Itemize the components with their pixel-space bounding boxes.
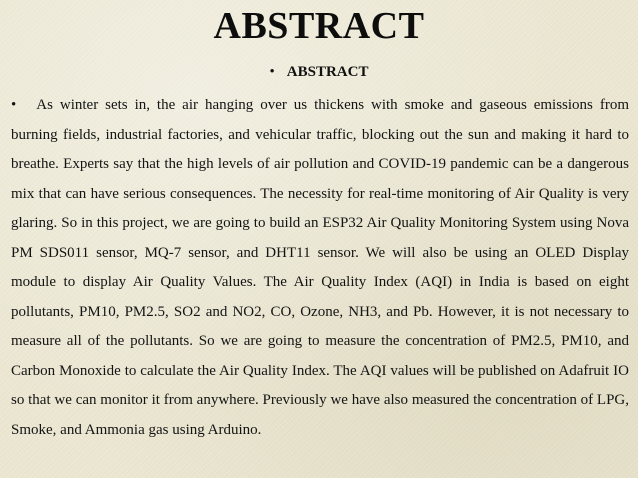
- bullet-icon: •: [269, 64, 275, 80]
- subheading-text: ABSTRACT: [286, 64, 369, 80]
- slide-title: ABSTRACT: [213, 5, 425, 47]
- bullet-icon: •: [11, 97, 17, 113]
- paragraph-text: As winter sets in, the air hanging over us thickens with smoke and gaseous emissions from burning fields, industrial factories, and vehicular traffic, blocking out the sun and making it hard to breathe. Experts say that the high levels of air pollution and COVID-19 pandemic can be a dangerous mix that can have serious consequences. The necessity for real-time monitoring of Air Quality is very glaring. So in this project, we are going to build an ESP32 Air Quality Monitoring System using Nova PM SDS011 sensor, MQ-7 sensor, and DHT11 sensor. We will also be using an OLED Display module to display Air Quality Values. The Air Quality Index (AQI) in India is based on eight pollutants, PM10, PM2.5, SO2 and NO2, CO, Ozone, NH3, and Pb. However, it is not necessary to measure all of the pollutants. So we are going to measure the concentration of PM2.5, PM10, and Carbon Monoxide to calculate the Air Quality Index. The AQI values will be published on Adafruit IO so that we can monitor it from anywhere. Previously we have also measured the concentration of LPG, Smoke, and Ammonia gas using Arduino.: [11, 97, 629, 438]
- abstract-paragraph: [11, 91, 629, 445]
- abstract-subheading: [0, 62, 638, 82]
